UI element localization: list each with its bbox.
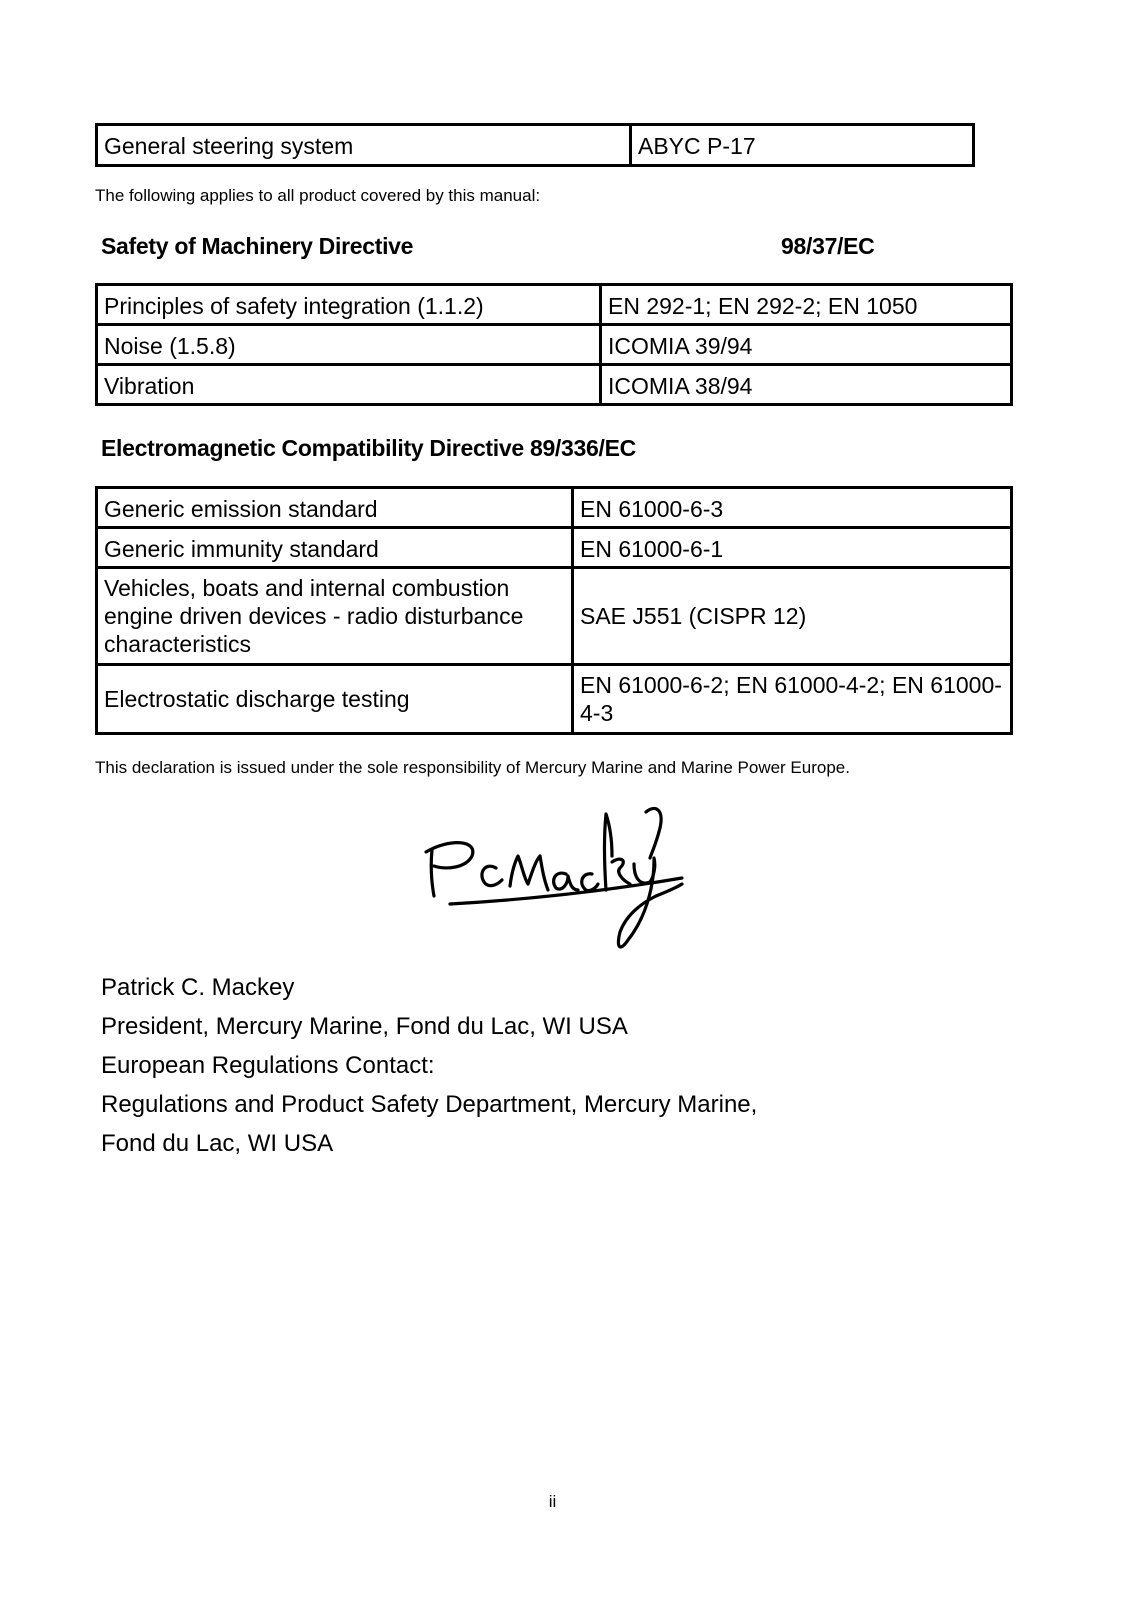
- item-cell: Principles of safety integration (1.1.2): [97, 285, 601, 325]
- table-row: [97, 365, 1012, 405]
- standard-cell: ABYC P-17: [631, 125, 974, 166]
- signatory-name: Patrick C. Mackey: [101, 974, 295, 1001]
- standard-cell: EN 292-1; EN 292-2; EN 1050: [601, 285, 1012, 325]
- table-row: [97, 125, 974, 166]
- table-row: [97, 568, 1012, 665]
- machinery-directive-number: 98/37/EC: [781, 233, 875, 259]
- table-row: [97, 528, 1012, 568]
- item-cell: Noise (1.5.8): [97, 325, 601, 365]
- standard-cell: ICOMIA 38/94: [601, 365, 1012, 405]
- signature-image: [420, 800, 700, 960]
- standard-cell: SAE J551 (CISPR 12): [573, 568, 1012, 665]
- emc-directive-heading: Electromagnetic Compatibility Directive 89/336/EC: [101, 435, 636, 461]
- machinery-directive-heading: Safety of Machinery Directive: [101, 233, 414, 259]
- signatory-title: President, Mercury Marine, Fond du Lac, WI USA: [101, 1013, 628, 1040]
- item-cell: Vibration: [97, 365, 601, 405]
- standard-cell: EN 61000-6-3: [573, 488, 1012, 528]
- table-row: [97, 285, 1012, 325]
- table-row: [97, 488, 1012, 528]
- contact-label: European Regulations Contact:: [101, 1052, 435, 1079]
- emc-standards-table: [95, 486, 1013, 735]
- contact-location: Fond du Lac, WI USA: [101, 1130, 334, 1157]
- item-cell: Generic immunity standard: [97, 528, 573, 568]
- standard-cell: EN 61000-6-2; EN 61000-4-2; EN 61000-4-3: [573, 665, 1012, 734]
- standard-cell: EN 61000-6-1: [573, 528, 1012, 568]
- item-cell: Vehicles, boats and internal combustion engine driven devices - radio disturbance characteristics: [97, 568, 573, 665]
- steering-standards-table: [95, 123, 975, 167]
- contact-department: Regulations and Product Safety Department, Mercury Marine,: [101, 1091, 758, 1118]
- declaration-note: This declaration is issued under the sole responsibility of Mercury Marine and Marine Power Europe.: [95, 758, 850, 777]
- item-cell: General steering system: [97, 125, 631, 166]
- page-number: ii: [548, 1492, 557, 1511]
- applies-note: The following applies to all product covered by this manual:: [95, 186, 541, 205]
- table-row: [97, 325, 1012, 365]
- machinery-standards-table: [95, 283, 1013, 406]
- standard-cell: ICOMIA 39/94: [601, 325, 1012, 365]
- table-row: [97, 665, 1012, 734]
- item-cell: Electrostatic discharge testing: [97, 665, 573, 734]
- item-cell: Generic emission standard: [97, 488, 573, 528]
